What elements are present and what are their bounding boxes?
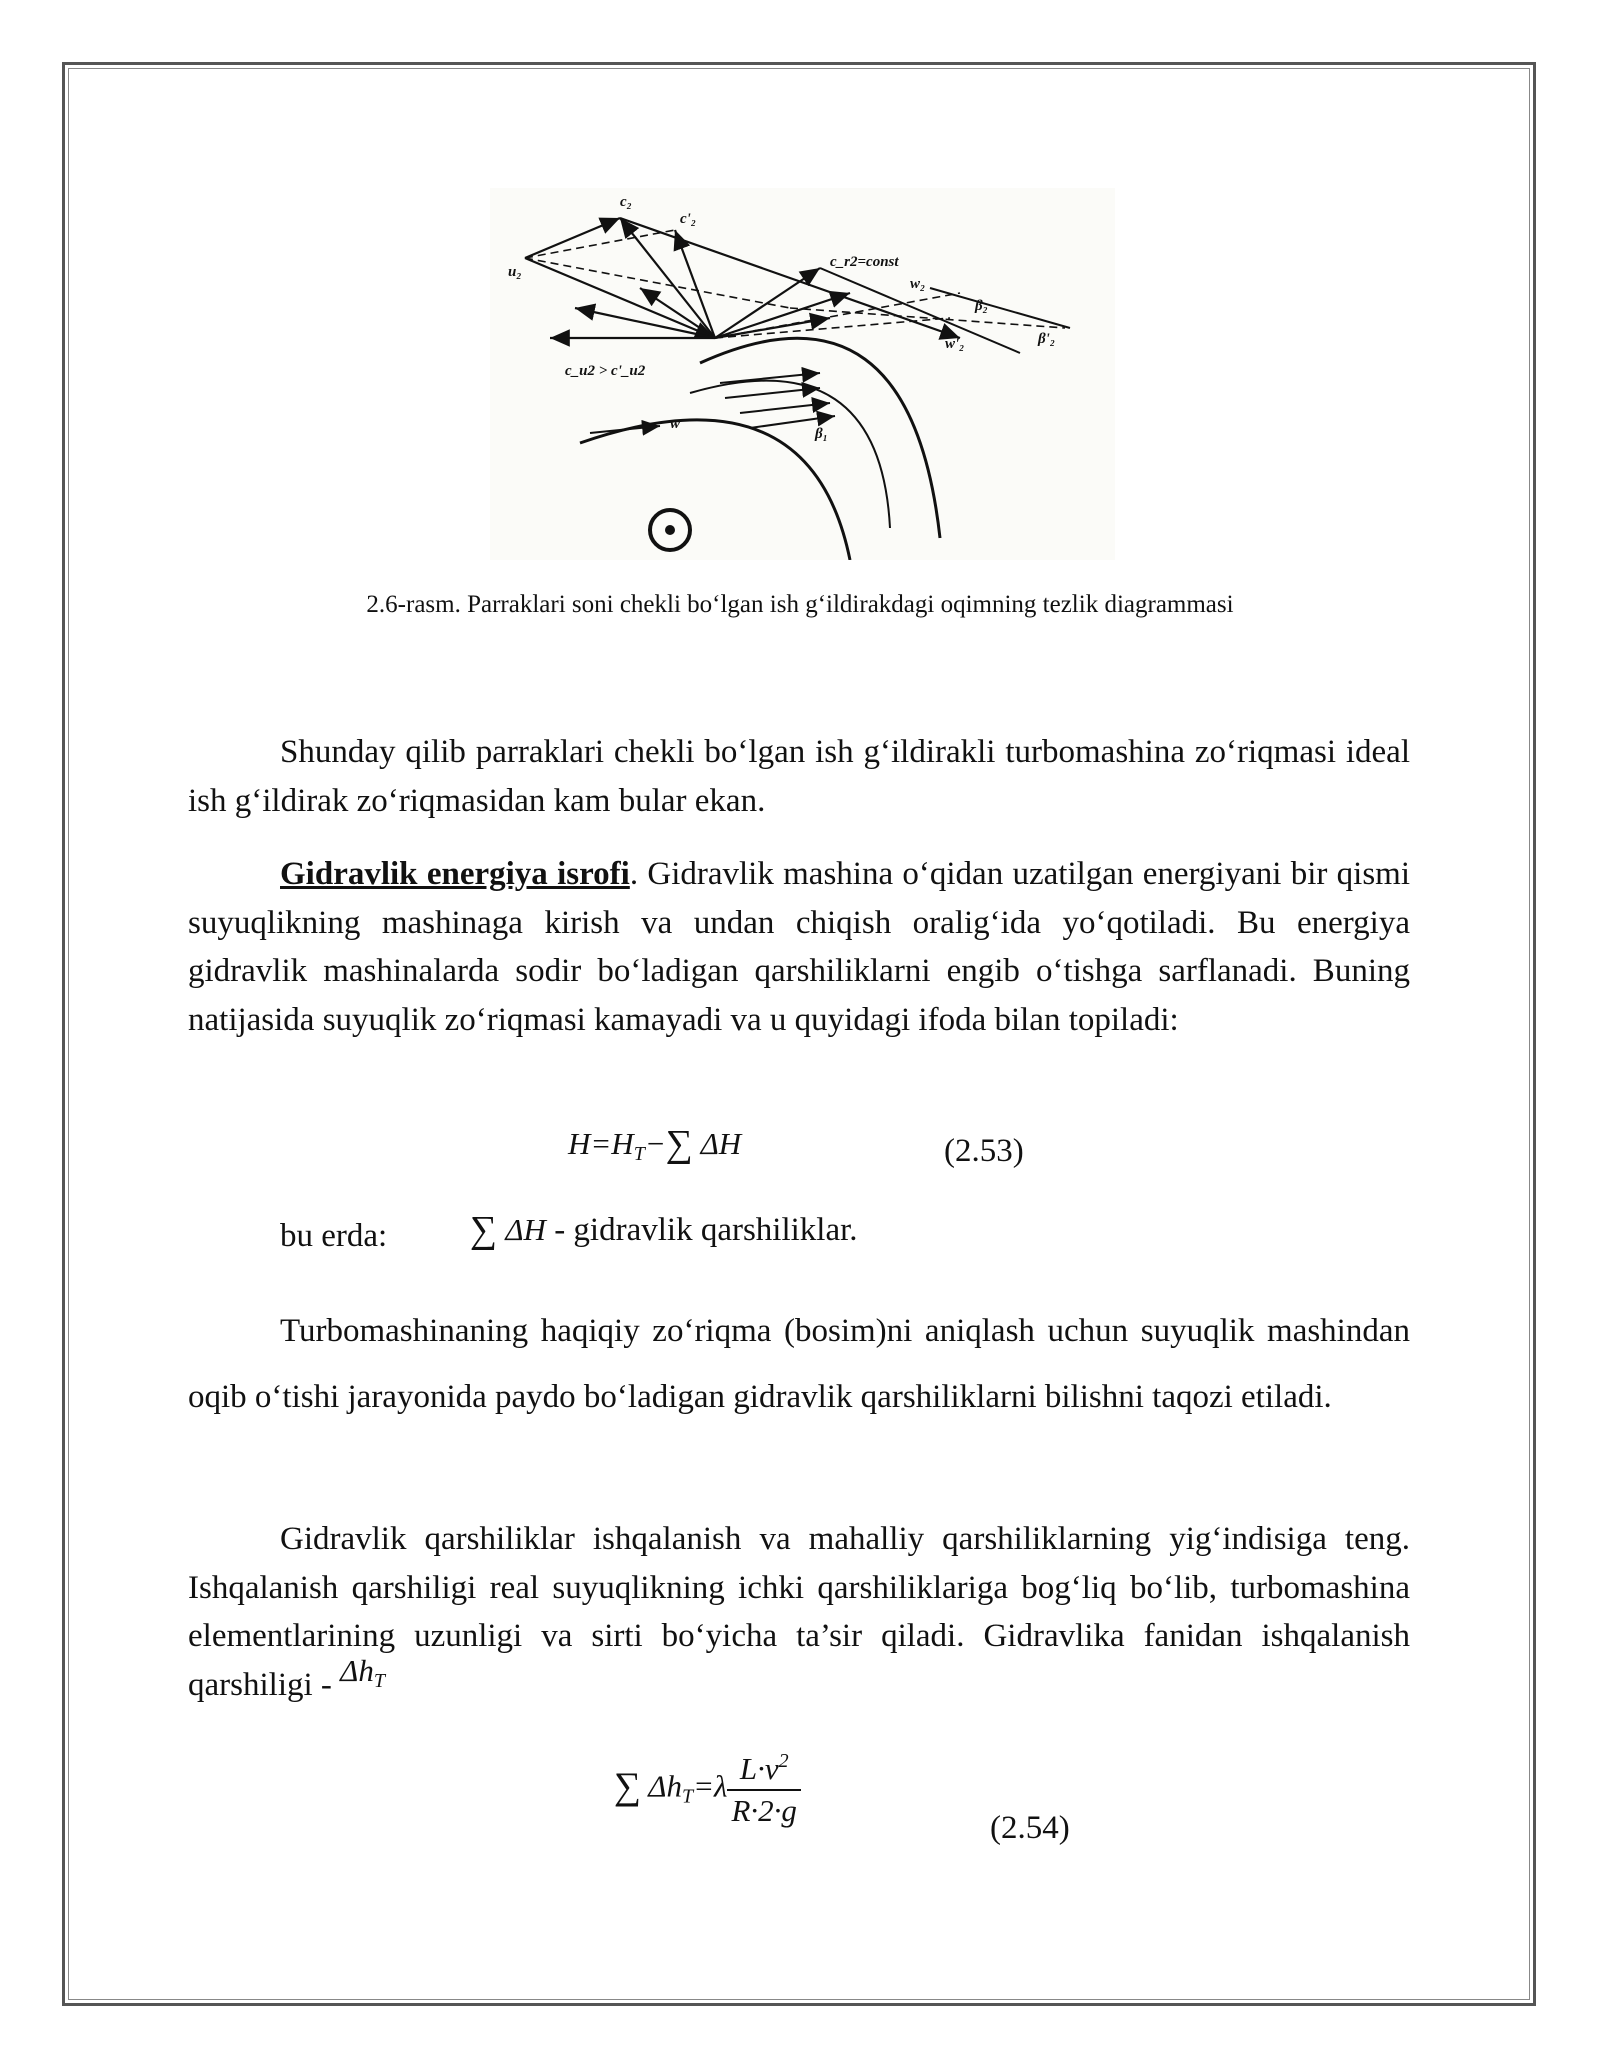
paragraph-3-text: Turbomashinaning haqiqiy zo‘riqma (bosim)ni aniqlash uchun suyuqlik mashindan oqib o‘tishi jarayonida paydo bo‘ladigan gidravlik qarshiliklarni bilishni taqozi etiladi.: [188, 1313, 1410, 1415]
label-beta2: β₂: [975, 298, 988, 314]
where-definition: [470, 1208, 858, 1252]
paragraph-4: [188, 1515, 1410, 1719]
label-c2-prime: c'₂: [680, 211, 697, 227]
label-w2-prime: w'₂: [945, 336, 965, 352]
paragraph-2-text: . Gidravlik mashina o‘qidan uzatilgan energiyani bir qismi suyuqlikning mashinaga kirish va undan chiqish oralig‘ida yo‘qotiladi. Bu energiya gidravlik mashinalarda sodir bo‘ladigan qarshiliklarni engib o‘tishga sarflanadi. Buning natijasida suyuqlik zo‘riqmasi kamayadi va u quyidagi ifoda bilan topiladi:: [188, 856, 1411, 1038]
eq2-denominator: R·2·g: [731, 1793, 797, 1828]
eq2-exponent: 2: [778, 1750, 789, 1772]
label-cu2-compare: c_u2 > c'_u2: [565, 363, 646, 379]
where-text: - gidravlik qarshiliklar.: [554, 1212, 858, 1248]
eq2-sum-symbol: ∑: [614, 1765, 642, 1808]
equation-number-2-53: (2.53): [944, 1133, 1024, 1169]
figure-caption: 2.6-rasm. Parraklari soni chekli bo‘lgan ish g‘ildirakdagi oqimning tezlik diagrammasi: [366, 591, 1234, 618]
friction-symbol-base: Δh: [340, 1652, 374, 1688]
equation-2-53: [568, 1122, 741, 1166]
eq2-subscript: T: [682, 1785, 694, 1808]
where-sum-symbol: ∑: [470, 1209, 498, 1251]
section-heading: Gidravlik energiya isrofi: [280, 856, 630, 892]
velocity-diagram-figure: [490, 188, 1115, 560]
where-symbol: ΔH: [505, 1212, 546, 1247]
paragraph-4-text: Gidravlik qarshiliklar ishqalanish va mahalliy qarshiliklarning yig‘indisiga teng. Ishqalanish qarshiligi real suyuqlikning ichki qarshiliklariga bog‘liq bo‘lib, turbomashina elementlarining uzunligi va sirti bo‘yicha ta’sir qiladi. Gidravlika fanidan ishqalanish qarshiligi -: [188, 1521, 1410, 1703]
eq2-fraction: [727, 1750, 800, 1829]
where-prefix: bu erda:: [280, 1218, 388, 1254]
wheel-outer-arc: [580, 420, 850, 560]
eq1-sum-symbol: ∑: [665, 1123, 693, 1165]
friction-symbol: [340, 1652, 385, 1692]
label-c2: c₂: [620, 194, 632, 210]
label-w2: w₂: [910, 276, 926, 292]
eq1-lhs: H=H: [568, 1126, 634, 1161]
eq2-equals-lambda: =λ: [693, 1768, 728, 1804]
equation-number-2-54: (2.54): [990, 1810, 1070, 1846]
label-beta1: β₁: [815, 426, 828, 442]
paragraph-3: [188, 1298, 1410, 1430]
velocity-diagram-svg: [490, 188, 1115, 560]
friction-symbol-sub: T: [373, 1669, 385, 1692]
eq1-minus: −: [644, 1126, 666, 1161]
paragraph-2: [188, 850, 1410, 1044]
label-u2: u₂: [508, 264, 522, 280]
label-cr2-const: c_r2=const: [830, 254, 899, 270]
wheel-mid-arc: [690, 381, 890, 528]
eq1-subscript: T: [633, 1143, 645, 1165]
equation-2-54: [614, 1750, 801, 1829]
eq2-numerator: [727, 1750, 800, 1791]
eq1-rhs: ΔH: [700, 1126, 742, 1161]
label-beta2-prime: β'₂: [1038, 331, 1056, 347]
eq2-numerator-text: L·v: [739, 1751, 779, 1786]
eq2-lhs: Δh: [648, 1768, 682, 1804]
label-w: w: [670, 416, 681, 432]
paragraph-1-text: Shunday qilib parraklari chekli bo‘lgan ish g‘ildirakli turbomashina zo‘riqmasi ideal ish g‘ildirak zo‘riqmasidan kam bular ekan.: [188, 734, 1410, 819]
paragraph-1: [188, 728, 1410, 825]
